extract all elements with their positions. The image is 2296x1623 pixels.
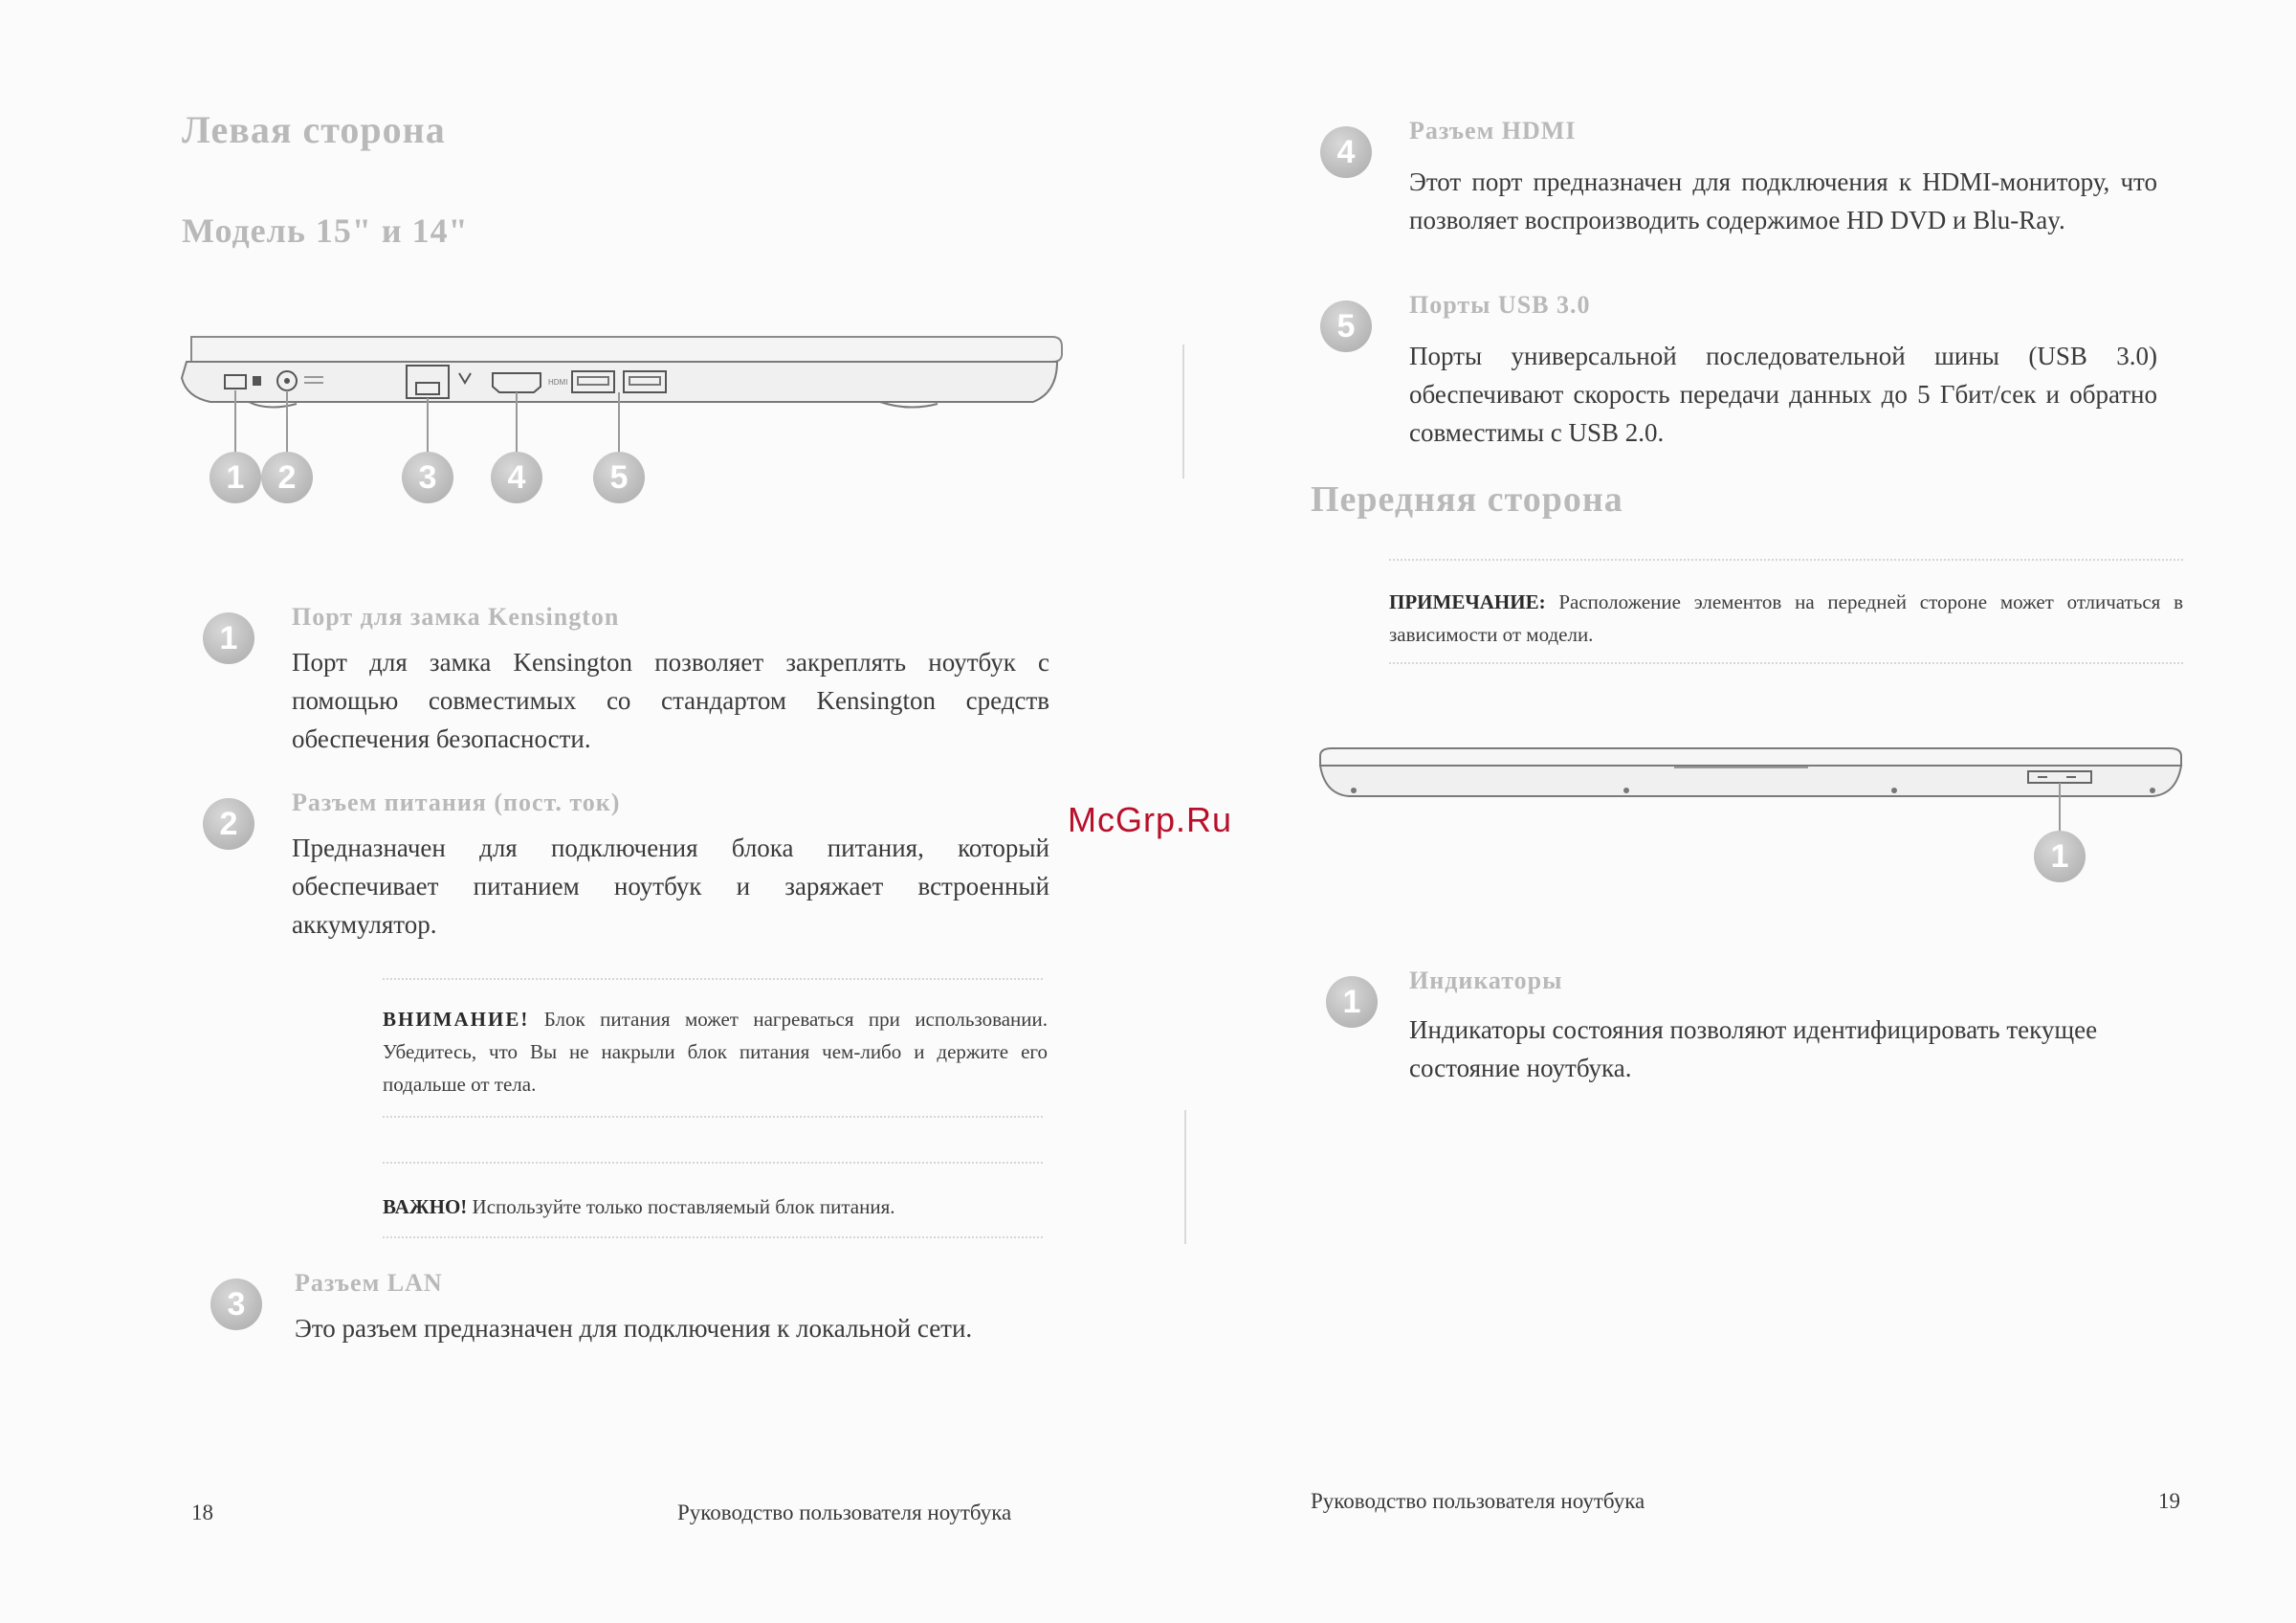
model-subtitle: Модель 15" и 14" [182, 211, 469, 250]
item-title-indicators: Индикаторы [1409, 967, 1563, 994]
item-title-power: Разъем питания (пост. ток) [292, 789, 621, 816]
important-label: ВАЖНО! [383, 1195, 468, 1218]
item-title-kensington: Порт для замка Kensington [292, 603, 620, 631]
item-text-indicators: Индикаторы состояния позволяют идентифицировать текущее состояние ноутбука. [1409, 1015, 2098, 1082]
item-text-power: Предназначен для подключения блока питания, который обеспечивает питанием ноутбук и заряжает встроенный аккумулятор. [292, 834, 1049, 939]
item-number-5: 5 [1320, 300, 1372, 352]
page-number-right: 19 [2158, 1489, 2180, 1513]
callout-3: 3 [402, 452, 453, 503]
item-number-2: 2 [203, 798, 254, 850]
item-number-indicator: 1 [1326, 976, 1378, 1028]
footer-right: Руководство пользователя ноутбука [1311, 1489, 1645, 1513]
page-number-left: 18 [191, 1501, 213, 1524]
callout-1: 1 [210, 452, 261, 503]
item-title-lan: Разъем LAN [295, 1269, 443, 1297]
item-text-usb: Порты универсальной последовательной шины (USB 3.0) обеспечивают скорость передачи данных до 5 Гбит/сек и обратно совместимы с USB 2.0. [1409, 342, 2157, 447]
front-callout-1: 1 [2034, 831, 2086, 882]
section-title-front: Передняя сторона [1311, 479, 1623, 520]
watermark: McGrp.Ru [1068, 800, 1233, 839]
warning-label: ВНИМАНИЕ! [383, 1008, 530, 1031]
warning-text: Блок питания может нагреваться при использовании. Убедитесь, что Вы не накрыли блок питания чем-либо и держите его подальше от тела. [383, 1008, 1048, 1096]
item-number-3: 3 [210, 1278, 262, 1330]
item-text-lan: Это разъем предназначен для подключения к локальной сети. [295, 1314, 973, 1343]
important-note [383, 1190, 1048, 1223]
note-label: ПРИМЕЧАНИЕ: [1389, 590, 1546, 613]
item-number-4: 4 [1320, 126, 1372, 178]
page-title: Левая сторона [182, 108, 446, 151]
callout-4: 4 [491, 452, 542, 503]
item-text-hdmi: Этот порт предназначен для подключения к HDMI-монитору, что позволяет воспроизводить содержимое HD DVD и Blu-Ray. [1409, 167, 2157, 234]
footer-left: Руководство пользователя ноутбука [677, 1501, 1012, 1524]
front-note [1389, 586, 2183, 651]
right-page [1186, 0, 2296, 1623]
item-number-1: 1 [203, 612, 254, 664]
item-text-kensington: Порт для замка Kensington позволяет закреплять ноутбук с помощью совместимых со стандартом Kensington средств обеспечения безопасности. [292, 648, 1049, 753]
note-text: Расположение элементов на передней стороне может отличаться в зависимости от модели. [1389, 590, 2183, 646]
important-text: Используйте только поставляемый блок питания. [467, 1195, 895, 1218]
item-title-hdmi: Разъем HDMI [1409, 117, 1577, 145]
svg-text:HDMI: HDMI [548, 378, 568, 387]
callout-5: 5 [593, 452, 645, 503]
warning-note [383, 1003, 1048, 1101]
callout-2: 2 [261, 452, 313, 503]
item-title-usb: Порты USB 3.0 [1409, 291, 1591, 319]
